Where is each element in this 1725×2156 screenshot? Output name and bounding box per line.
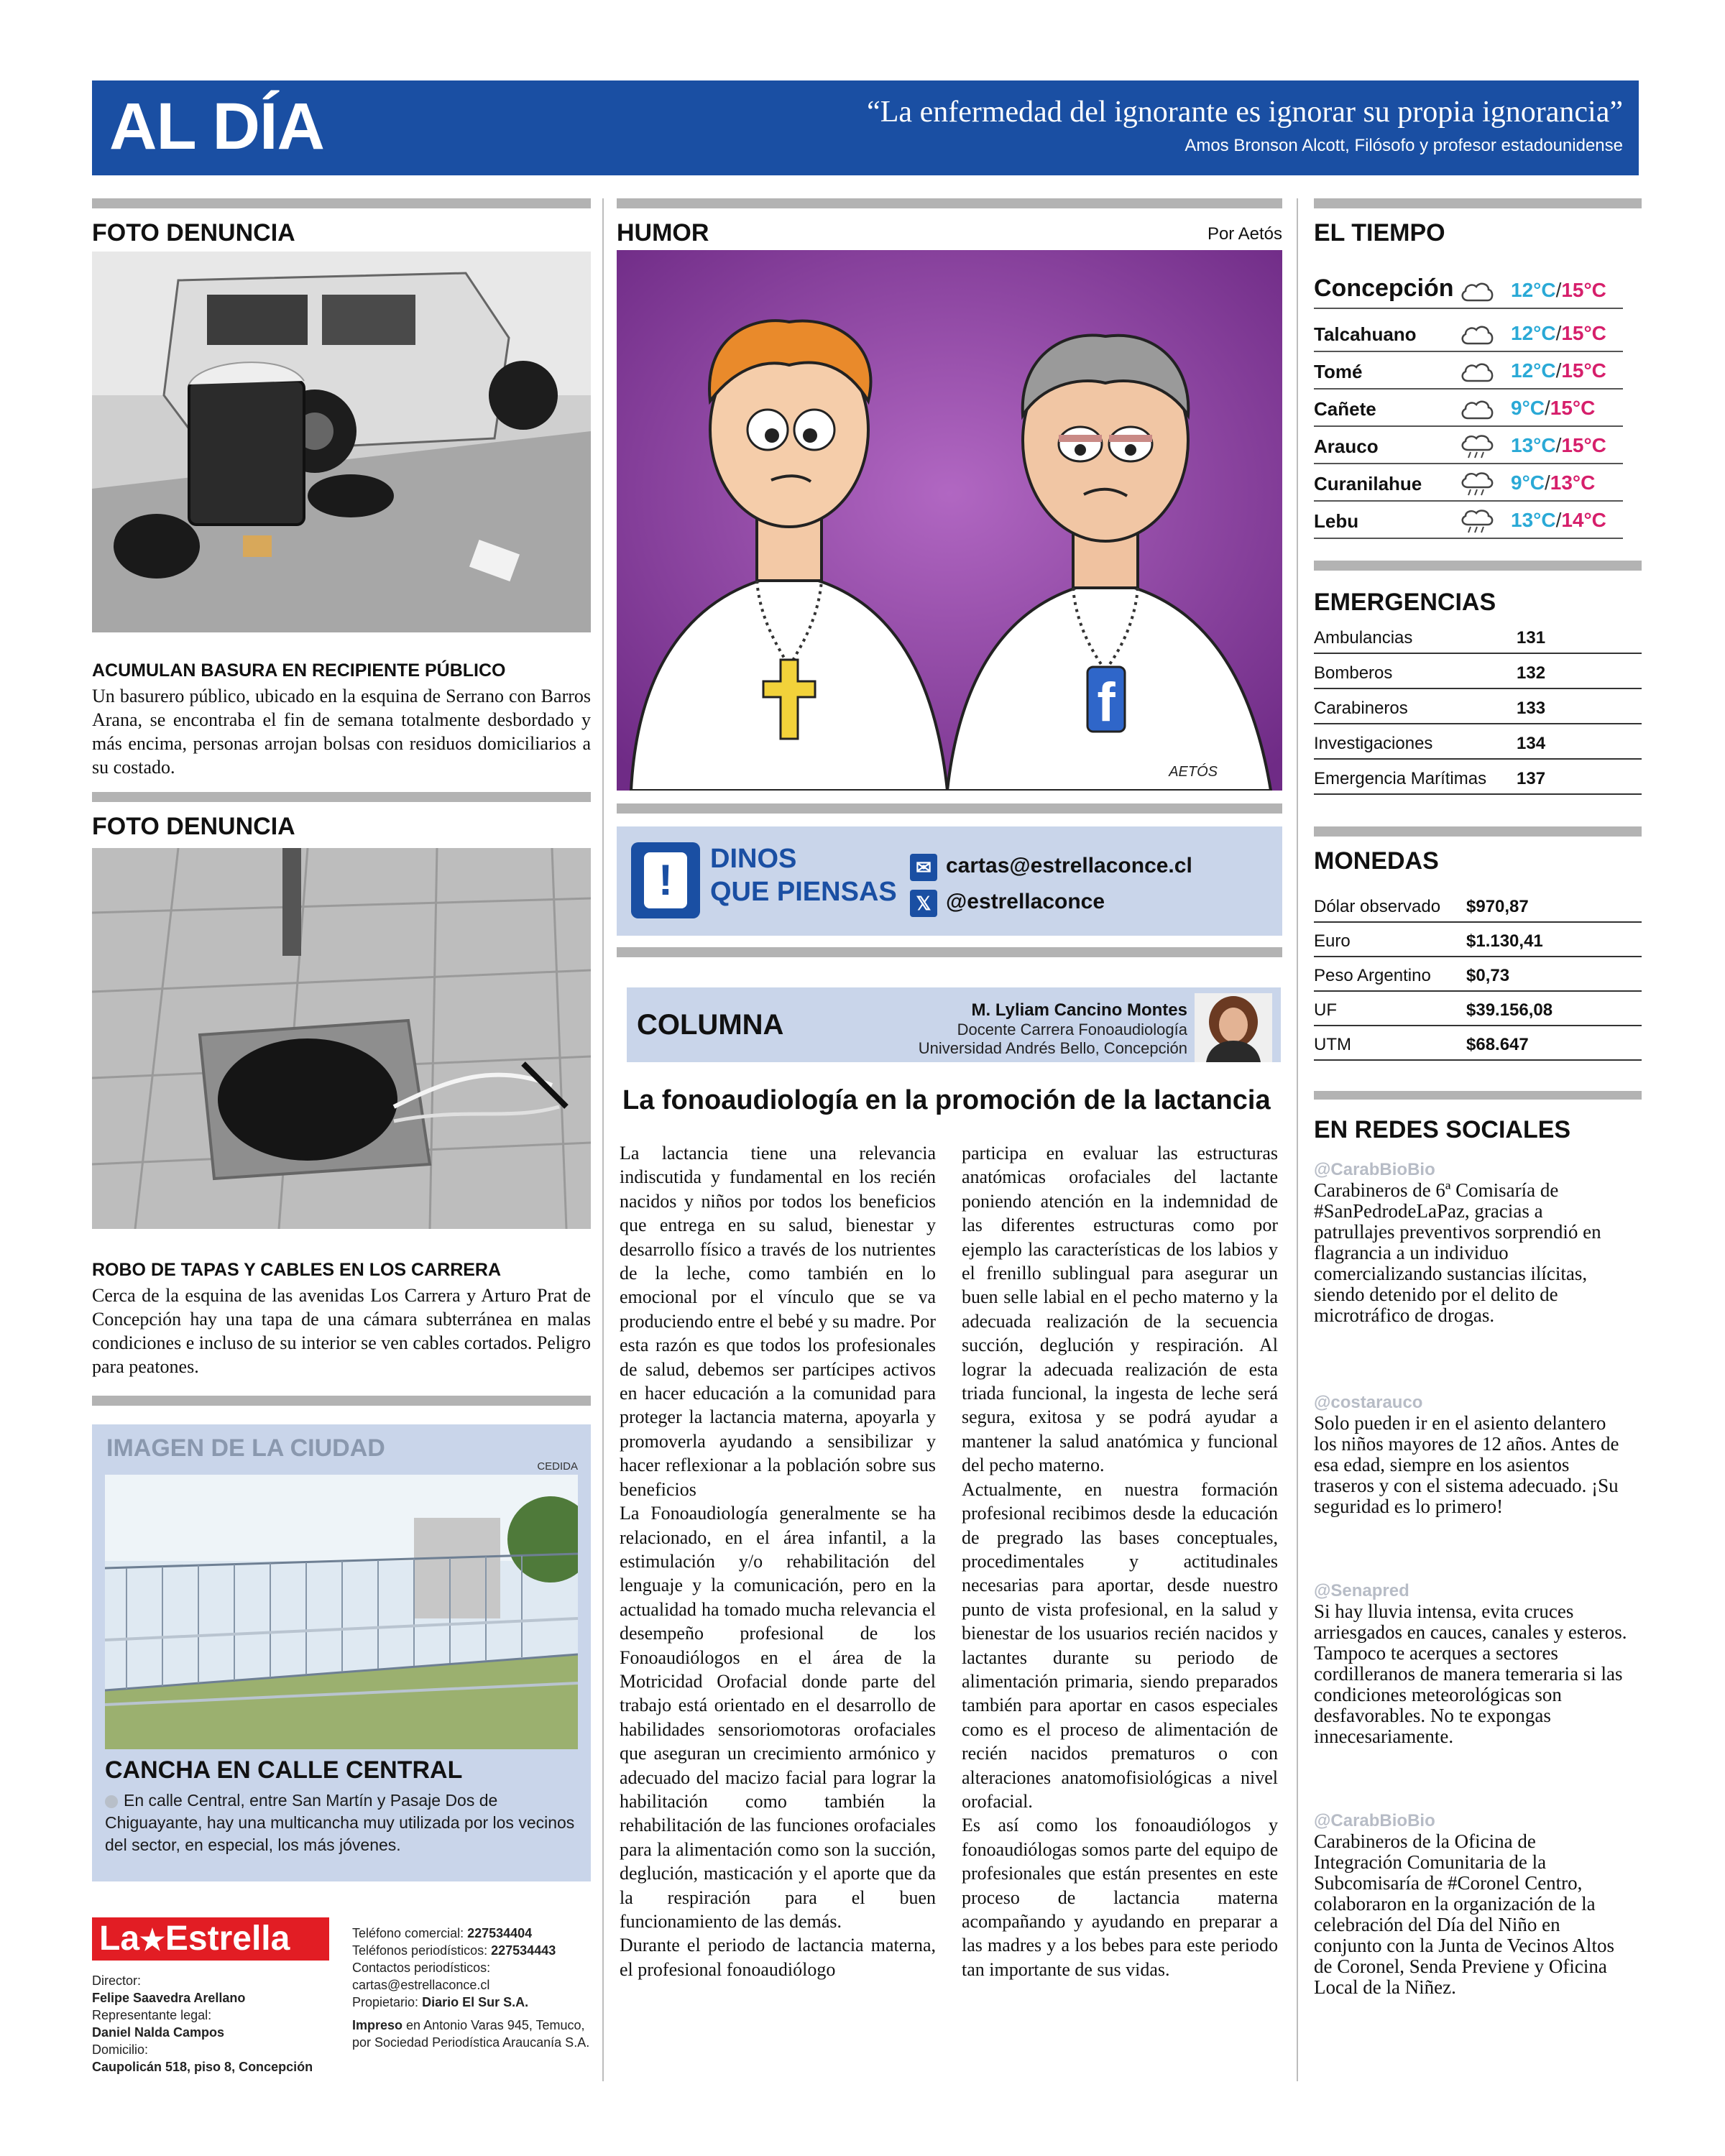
temp-separator: / [1555, 434, 1562, 456]
weather-city: Curanilahue [1314, 473, 1422, 494]
humor-byline: Por Aetós [1207, 224, 1282, 244]
temp-low: 12°C [1511, 322, 1556, 344]
emergencias-label: Emergencia Marítimas [1314, 769, 1487, 788]
monedas-value: $1.130,41 [1466, 931, 1543, 951]
social-post: Carabineros de 6ª Comisaría de #SanPedrodeLaPaz, gracias a patrullajes preventivos sorprendió en flagrancia a un individuo comercializando sustancias ilícitas, siendo detenido por el delito de microtráfico de drogas. [1314, 1179, 1601, 1326]
garbage-photo-illustration [92, 252, 591, 632]
director-label: Director: [92, 1973, 142, 1988]
weather-city: Concepción [1314, 275, 1454, 302]
cancha-photo [105, 1475, 578, 1749]
columna-header [627, 987, 1281, 1062]
dinos-que-piensas-box [617, 826, 1282, 936]
tel-com-label: Teléfono comercial: [352, 1926, 464, 1940]
emergencias-row [1314, 619, 1642, 654]
cloud-icon [1459, 359, 1495, 384]
column-rule [92, 198, 591, 208]
imagen-ciudad-label: IMAGEN DE LA CIUDAD [106, 1434, 385, 1462]
director-name: Felipe Saavedra Arellano [92, 1991, 246, 2005]
emergencias-label: Ambulancias [1314, 628, 1413, 648]
cloud-icon [1459, 397, 1495, 421]
svg-text:f: f [1097, 672, 1116, 733]
tel-per-label: Teléfonos periodísticos: [352, 1943, 488, 1958]
photo-credit: CEDIDA [537, 1460, 578, 1473]
article-column-2 [962, 1141, 1278, 1981]
cartoon-illustration [617, 250, 1282, 791]
columna-role1: Docente Carrera Fonoaudiología [957, 1021, 1187, 1038]
column-divider [602, 198, 604, 2081]
foto2-section-title: FOTO DENUNCIA [92, 813, 295, 840]
cancha-body-text: En calle Central, entre San Martín y Pasaje Dos de Chiguayante, hay una multicancha muy utilizada por los vecinos del sector, en especial, los más jóvenes. [105, 1791, 575, 1854]
weather-row [1314, 466, 1623, 502]
weather-temps [1511, 471, 1595, 494]
weather-city: Talcahuano [1314, 323, 1417, 345]
column-rule [1314, 826, 1642, 837]
rain-cloud-icon [1459, 434, 1495, 459]
cancha-photo-illustration [105, 1475, 578, 1749]
column-rule [1314, 198, 1642, 208]
columna-role [919, 1021, 1187, 1058]
column-divider [1297, 198, 1298, 2081]
monedas-label: Euro [1314, 931, 1351, 951]
column-rule [92, 792, 591, 802]
tiempo-section-title: EL TIEMPO [1314, 219, 1445, 247]
columna-author: M. Lyliam Cancino Montes [971, 1000, 1187, 1020]
logo-text-a: La [99, 1920, 140, 1958]
manhole-photo-illustration [92, 848, 591, 1229]
owner-label: Propietario: [352, 1995, 419, 2009]
emergencias-row [1314, 655, 1642, 689]
emergencias-value: 132 [1517, 663, 1546, 683]
weather-row [1314, 428, 1623, 464]
weather-temps [1511, 279, 1606, 302]
imagen-ciudad-box [92, 1424, 591, 1881]
owner: Diario El Sur S.A. [422, 1995, 529, 2009]
cloud-icon [1459, 322, 1495, 346]
social-post: Carabineros de la Oficina de Integración Comunitaria de la Subcomisaría de #Coronel Centro, colaboraron en la organización de la celebración del Día del Niño en conjunto con la Junta de Vecinos Altos de Coronel, Senda Previene y Oficina Local de la Niñez. [1314, 1830, 1614, 1998]
weather-row [1314, 354, 1623, 390]
monedas-value: $970,87 [1466, 897, 1529, 916]
temp-high: 15°C [1561, 434, 1606, 456]
monedas-row [1314, 888, 1642, 923]
cancha-title: CANCHA EN CALLE CENTRAL [105, 1756, 463, 1784]
weather-temps [1511, 397, 1595, 420]
print-info: en Antonio Varas 945, Temuco, por Sociedad Periodística Araucanía S.A. [352, 2018, 590, 2050]
temp-high: 15°C [1561, 322, 1606, 344]
temp-separator: / [1555, 509, 1562, 531]
bullet-icon [105, 1795, 118, 1808]
contact-label: Contactos periodísticos: [352, 1961, 491, 1975]
la-estrella-logo [92, 1917, 329, 1961]
weather-city: Arauco [1314, 436, 1379, 457]
monedas-row [1314, 992, 1642, 1026]
print-label: Impreso [352, 2018, 403, 2032]
columna-role2: Universidad Andrés Bello, Concepción [918, 1039, 1187, 1057]
weather-row [1314, 391, 1623, 427]
emergencias-label: Investigaciones [1314, 734, 1433, 753]
rain-cloud-icon [1459, 471, 1495, 496]
emergencias-value: 137 [1517, 769, 1546, 788]
monedas-row [1314, 1026, 1642, 1061]
dinos-title [710, 842, 897, 908]
monedas-label: Peso Argentino [1314, 966, 1431, 985]
footer-staff [92, 1972, 329, 2076]
article-paragraph: La Fonoaudiología generalmente se ha relacionado, en el área infantil, a la estimulación y/o rehabilitación del lenguaje y la comunicación, pero en la actualidad ha tomado mucha relevancia el desempeño profesional de los Fonoaudiólogos en el área de la Motricidad Orofacial donde parte del trabajo está orientado en el desarrollo de habilidades sensoriomotoras orofaciales que aseguran un crecimiento armónico y adecuado del macizo facial para lograr la habilitación como también la rehabilitación de las funciones orofaciales para la alimentación como son la succión, deglución, masticación y el aporte que da la respiración para el buen funcionamiento de las demás. [620, 1503, 936, 1932]
footer-contacts [352, 1925, 591, 2051]
temp-separator: / [1545, 397, 1550, 419]
temp-high: 14°C [1561, 509, 1606, 531]
monedas-label: Dólar observado [1314, 897, 1441, 916]
dinos-line1: DINOS [710, 844, 797, 874]
weather-temps [1511, 509, 1606, 532]
emergencias-value: 131 [1517, 628, 1546, 648]
column-rule [1314, 561, 1642, 571]
emergencias-section-title: EMERGENCIAS [1314, 589, 1496, 616]
header-quote-author: Amos Bronson Alcott, Filósofo y profesor estadounidense [1184, 136, 1623, 155]
monedas-value: $0,73 [1466, 966, 1510, 985]
emergencias-value: 133 [1517, 699, 1546, 718]
article-column-1 [620, 1141, 936, 1981]
social-post: Solo pueden ir en el asiento delantero los niños mayores de 12 años. Antes de esa edad, siempre en los asientos traseros y con el sistema adecuado. ¡Su seguridad es lo primero! [1314, 1412, 1619, 1517]
dom-label: Domicilio: [92, 2042, 149, 2057]
temp-high: 15°C [1550, 397, 1596, 419]
cancha-body [105, 1789, 579, 1856]
monedas-label: UF [1314, 1000, 1337, 1020]
humor-section-title: HUMOR [617, 219, 709, 247]
monedas-row [1314, 923, 1642, 957]
cloud-icon [1459, 279, 1495, 303]
monedas-label: UTM [1314, 1035, 1351, 1054]
tel-com: 227534404 [467, 1926, 533, 1940]
article-paragraph: La lactancia tiene una relevancia indiscutida y fundamental en los recién nacidos y niños por todos los beneficios que entrega en su salud, bienestar y desarrollo físico a través de los nutrientes de la leche, como también en lo emocional por el vínculo que se va produciendo entre el bebé y su madre. Por esta razón es que todos los profesionales de salud, debemos ser partícipes activos en hacer educación a la comunidad para proteger la lactancia materna, apoyarla y promoverla ayudando a sensibilizar y hacer reflexionar a la población sobre sus beneficios [620, 1143, 936, 1500]
x-twitter-icon: 𝕏 [910, 890, 937, 917]
weather-city: Lebu [1314, 510, 1359, 532]
article-headline: La fonoaudiología en la promoción de la lactancia [622, 1085, 1271, 1115]
emergencias-label: Carabineros [1314, 699, 1408, 718]
weather-row [1314, 503, 1623, 539]
foto2-body: Cerca de la esquina de las avenidas Los Carrera y Arturo Prat de Concepción hay una tapa de una cámara subterránea en malas condiciones e incluso de su interior se ven cables cortados. Peligro para peatones. [92, 1285, 591, 1377]
rep-name: Daniel Nalda Campos [92, 2025, 225, 2040]
dinos-line2: QUE PIENSAS [710, 877, 897, 907]
temp-high: 15°C [1561, 279, 1606, 301]
foto1-section-title: FOTO DENUNCIA [92, 219, 295, 247]
portrait-illustration [1195, 993, 1272, 1062]
column-rule [617, 803, 1282, 814]
redes-section-title: EN REDES SOCIALES [1314, 1116, 1571, 1143]
manhole-photo [92, 848, 591, 1229]
column-rule [1314, 1091, 1642, 1100]
social-user: @CarabBioBio [1314, 1811, 1435, 1830]
column-rule [617, 947, 1282, 957]
emergencias-row [1314, 725, 1642, 760]
column-rule [92, 1396, 591, 1406]
cartoon-signature: AETÓS [1169, 764, 1218, 780]
temp-separator: / [1555, 322, 1562, 344]
weather-city: Tomé [1314, 361, 1363, 382]
contact-email[interactable]: cartas@estrellaconce.cl [352, 1978, 490, 1992]
tel-per: 227534443 [491, 1943, 556, 1958]
weather-city: Cañete [1314, 398, 1376, 420]
logo-text-b: Estrella [165, 1920, 290, 1958]
temp-separator: / [1545, 471, 1550, 494]
page-header [92, 80, 1639, 175]
columna-label: COLUMNA [637, 1009, 784, 1041]
temp-high: 15°C [1561, 359, 1606, 382]
article-paragraph: Durante el periodo de lactancia materna, el profesional fonoaudiólogo [620, 1935, 936, 1980]
article-paragraph: participa en evaluar las estructuras anatómicas orofaciales del lactante poniendo atención en la indemnidad de las diferentes estructuras como por ejemplo las características de los labios y el frenillo sublingual para asegurar un buen selle labial en el pecho materno y la adecuada realización de la secuencia succión, deglución y respiración. Al lograr la adecuada realización de esta triada funcional, la ingesta de leche será segura, exitosa y se podrá ayudar a mantener la salud anatómica y funcional del pecho materno. [962, 1143, 1278, 1476]
rep-label: Representante legal: [92, 2008, 212, 2022]
temp-low: 12°C [1511, 359, 1556, 382]
temp-low: 9°C [1511, 471, 1545, 494]
header-quote: “La enfermedad del ignorante es ignorar su propia ignorancia” [867, 96, 1623, 129]
temp-separator: / [1555, 359, 1562, 382]
temp-low: 12°C [1511, 279, 1556, 301]
rain-cloud-icon [1459, 509, 1495, 533]
garbage-photo [92, 252, 591, 632]
weather-temps [1511, 359, 1606, 382]
weather-row [1314, 273, 1623, 309]
article-paragraph: Es así como los fonoaudiólogos y fonoaudiólogas somos parte del equipo de profesionales que están presentes en este proceso de lactancia materna acompañando y ayudando en preparar a las madres y a los bebes para este periodo tan importante de sus vidas. [962, 1815, 1278, 1980]
dinos-email[interactable]: cartas@estrellaconce.cl [946, 854, 1192, 877]
weather-temps [1511, 434, 1606, 457]
social-post: Si hay lluvia intensa, evita cruces arriesgados en cauces, canales y esteros. Tampoco te acerques a sectores cordilleranos de manera temeraria si las condiciones meteorológicas son desfavorables. No te expongas innecesariamente. [1314, 1600, 1627, 1747]
temp-high: 13°C [1550, 471, 1596, 494]
weather-row [1314, 316, 1623, 352]
temp-separator: / [1555, 279, 1562, 301]
dom-value: Caupolicán 518, piso 8, Concepción [92, 2060, 313, 2074]
social-user: @CarabBioBio [1314, 1160, 1435, 1179]
author-portrait [1195, 993, 1272, 1062]
weather-temps [1511, 322, 1606, 345]
social-user: @Senapred [1314, 1581, 1409, 1600]
article-paragraph: Actualmente, en nuestra formación profesional recibimos desde la educación de pregrado las bases conceptuales, procedimentales y actitudinales necesarias para aportar, desde nuestro punto de vista profesional, en la salud y bienestar de los usuarios recién nacidos y lactantes durante su periodo de alimentación primaria, siendo preparados también para aportar en casos especiales como es el proceso de alimentación de recién nacidos prematuros o con alteraciones anatomofisiológicas a nivel orofacial. [962, 1478, 1278, 1812]
foto1-title: ACUMULAN BASURA EN RECIPIENTE PÚBLICO [92, 660, 506, 681]
column-rule [617, 198, 1282, 208]
social-user: @costarauco [1314, 1393, 1423, 1412]
emergencias-value: 134 [1517, 734, 1546, 753]
temp-low: 9°C [1511, 397, 1545, 419]
emergencias-label: Bomberos [1314, 663, 1393, 683]
email-icon: ✉ [910, 854, 937, 881]
temp-low: 13°C [1511, 434, 1556, 456]
star-icon: ★ [139, 1925, 165, 1956]
foto2-title: ROBO DE TAPAS Y CABLES EN LOS CARRERA [92, 1260, 502, 1280]
dinos-handle[interactable]: @estrellaconce [946, 890, 1105, 913]
monedas-row [1314, 957, 1642, 992]
monedas-section-title: MONEDAS [1314, 847, 1439, 875]
emergencias-row [1314, 760, 1642, 795]
humor-cartoon [617, 250, 1282, 791]
section-title: AL DÍA [109, 90, 324, 163]
monedas-value: $68.647 [1466, 1035, 1529, 1054]
monedas-value: $39.156,08 [1466, 1000, 1553, 1020]
temp-low: 13°C [1511, 509, 1556, 531]
foto1-body: Un basurero público, ubicado en la esquina de Serrano con Barros Arana, se encontraba el fin de semana totalmente desbordado y más encima, personas arrojan bolsas con residuos domiciliarios a su costado. [92, 686, 591, 778]
exclamation-icon: ! [631, 842, 700, 918]
emergencias-row [1314, 690, 1642, 724]
